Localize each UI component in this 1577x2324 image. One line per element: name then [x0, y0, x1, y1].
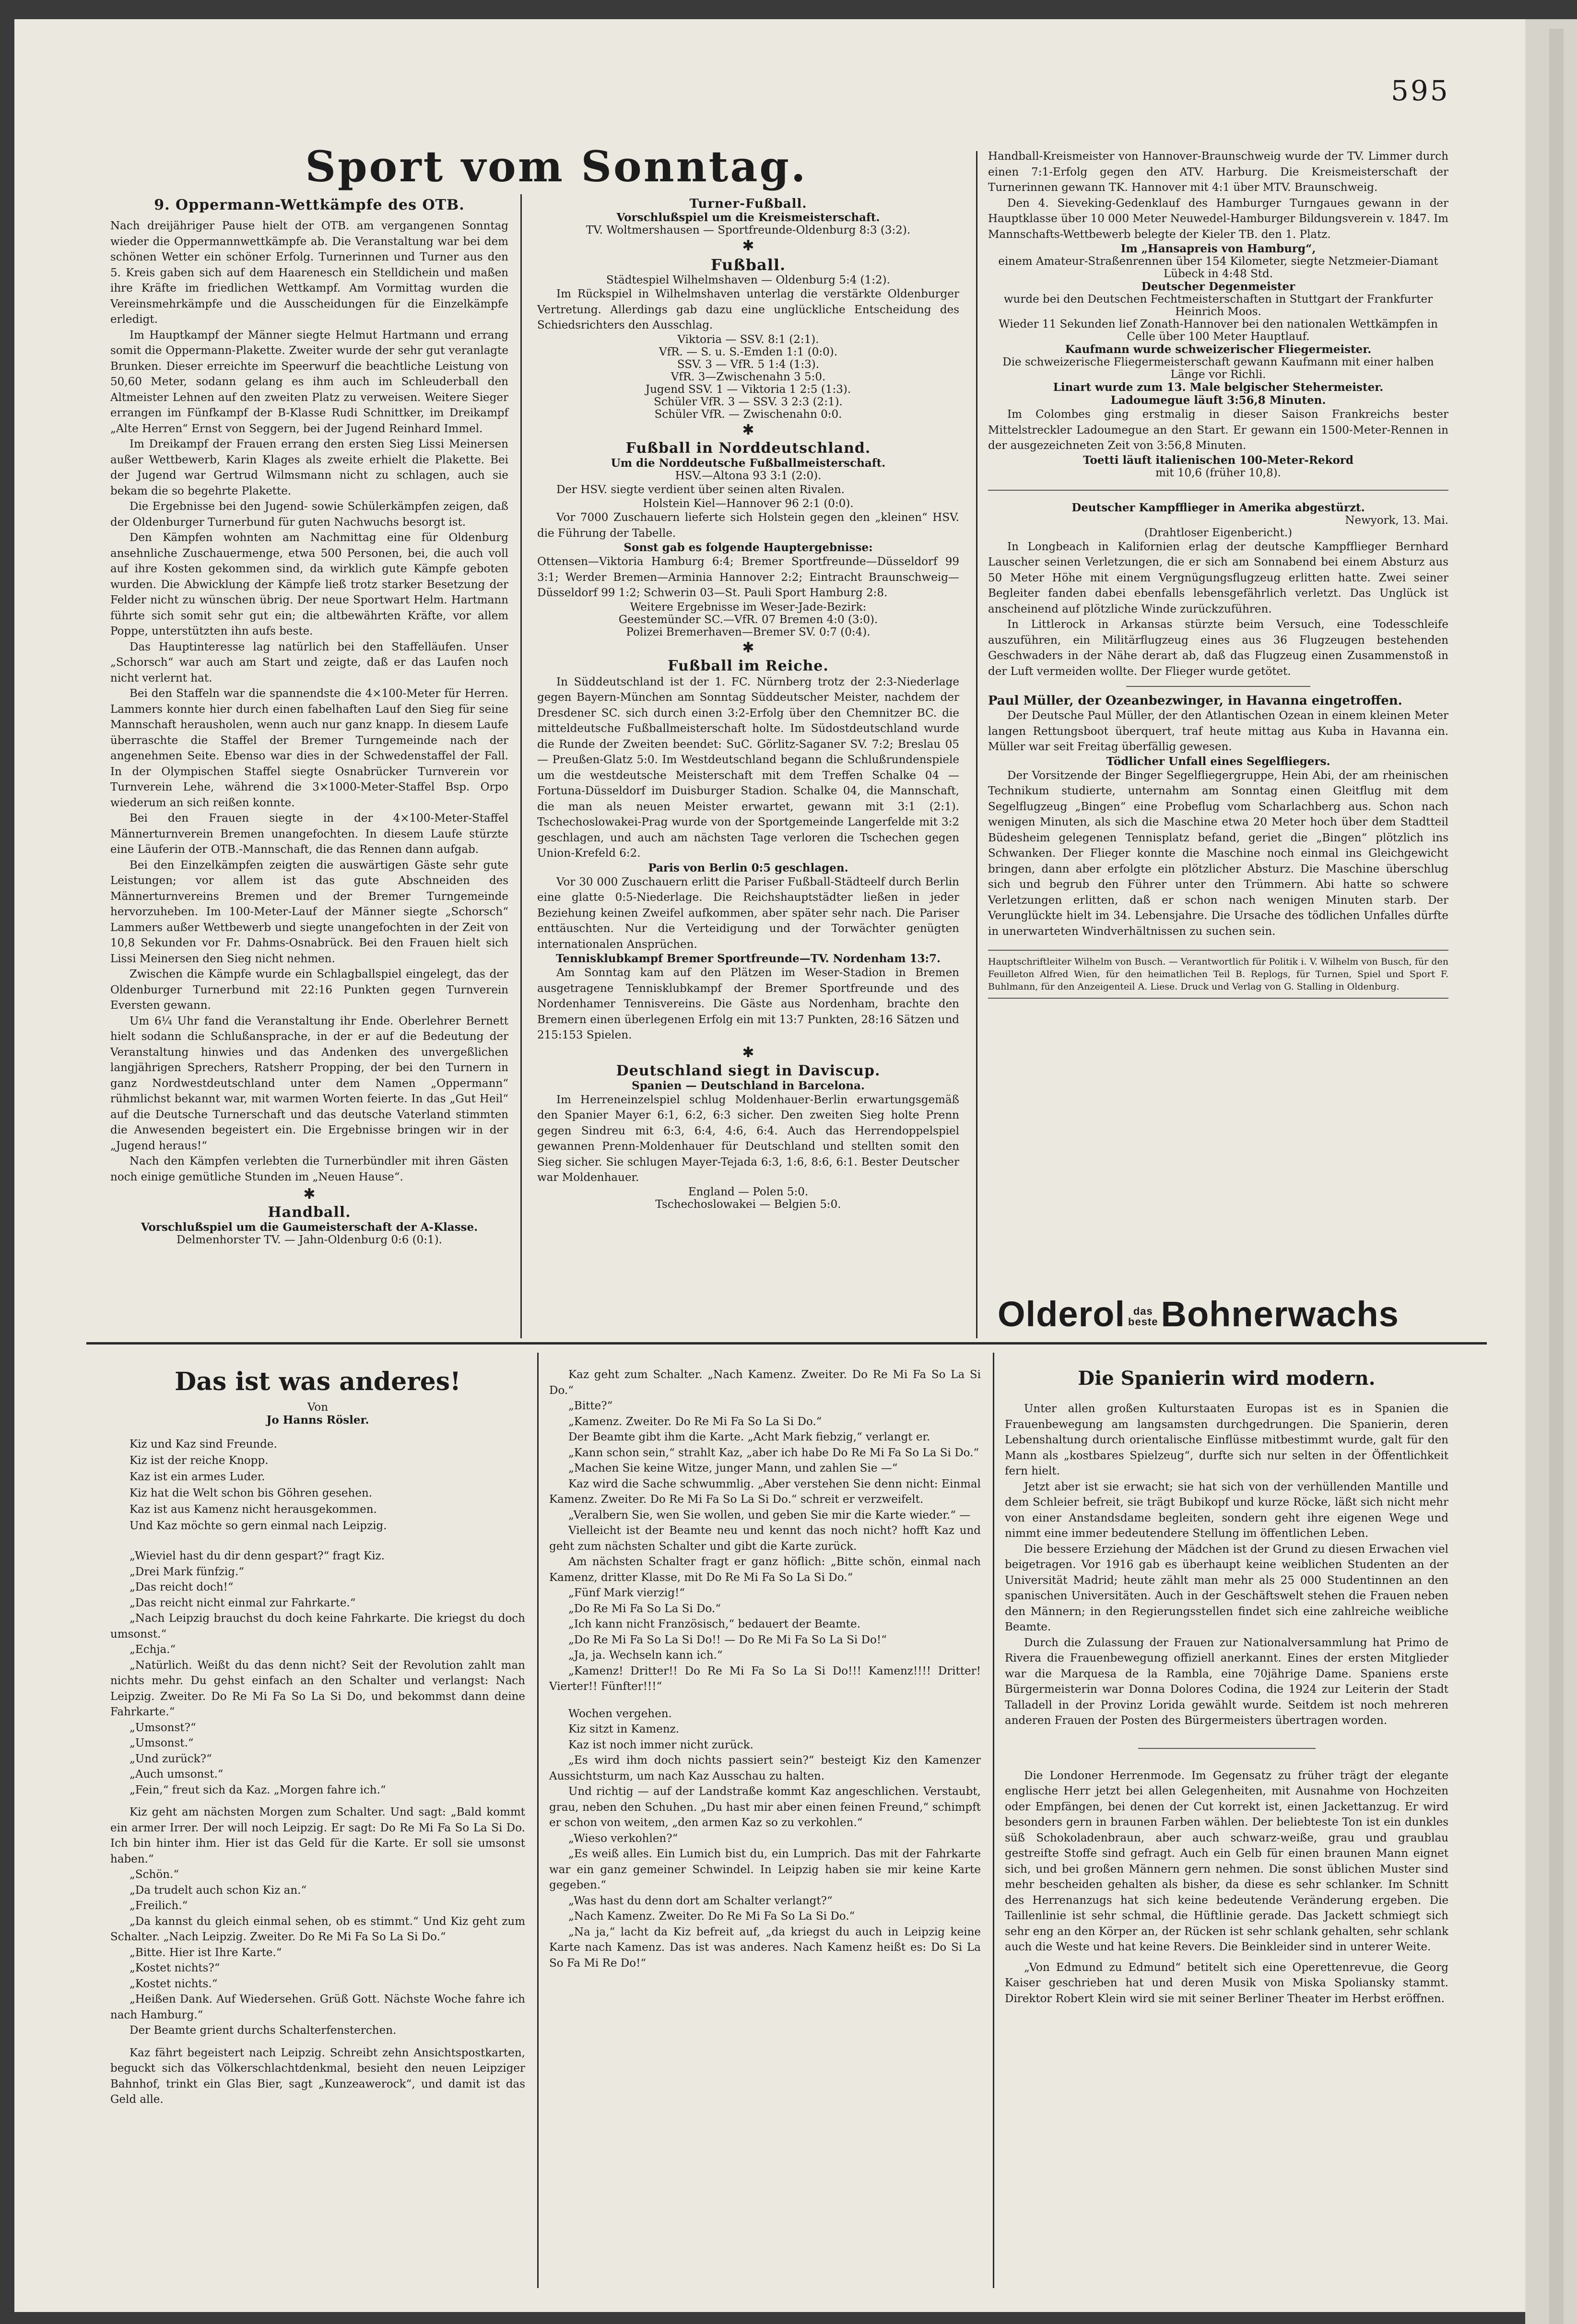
result-turner: TV. Woltmershausen — Sportfreunde-Oldenburg 8:3 (3:2).: [586, 224, 911, 236]
weser-heading: Weitere Ergebnisse im Weser-Jade-Bezirk:: [630, 601, 867, 613]
paragraph: „Da kannst du gleich einmal sehen, ob es stimmt.“ Und Kiz geht zum Schalter. „Nach Leipzig. Zweiter. Do Re Mi Fa So La Si Do.“: [110, 1915, 525, 1943]
paragraph: „Bitte?“: [568, 1400, 613, 1412]
paragraph: Ottensen—Viktoria Hamburg 6:4; Bremer Sportfreunde—Düsseldorf 99 3:1; Werder Bremen—Arminia Hannover 2:2; Eintracht Braunschweig—Düsseldorf 99 1:2; Schwerin 03—St. Pauli Sport Hamburg 2:8.: [537, 555, 959, 599]
paragraph: „Na ja,“ lacht da Kiz befreit auf, „da kriegst du auch in Leipzig keine Karte nach Kamenz. Das ist was anderes. Nach Kamenz heißt es: Do Si La So Fa Mi Re Do!“: [549, 1925, 981, 1970]
paragraph: „Ja, ja. Wechseln kann ich.“: [568, 1649, 723, 1662]
source: (Drahtloser Eigenbericht.): [1144, 526, 1293, 539]
heading-handball: Handball.: [268, 1204, 351, 1221]
result: SSV. 3 — VfR. 5 1:4 (1:3).: [677, 358, 820, 371]
section-divider: [86, 1342, 1487, 1345]
paragraph: Im Dreikampf der Frauen errang den ersten Sieg Lissi Meinersen außer Wettbewerb, Karin Klages als zweite erhielt die Plakette. Bei der Jugend war Gertrud Wilmsmann nicht zu schlagen, auch sie bekam die so begehrte Plakette.: [110, 438, 508, 497]
paragraph: „Do Re Mi Fa So La Si Do.“: [568, 1602, 721, 1615]
paragraph: Das Hauptinteresse lag natürlich bei den Staffelläufen. Unser „Schorsch“ war auch am Start und zeigte, daß er das Laufen noch nicht verlernt hat.: [110, 640, 508, 684]
paragraph: Und richtig — auf der Landstraße kommt Kaz angeschlichen. Verstaubt, grau, neben den Schuhen. „Du hast mir aber einen feinen Freund,“ schimpft er schon von weitem, „den armen Kaz so zu verkohlen.“: [549, 1785, 981, 1829]
paragraph: Im Rückspiel in Wilhelmshaven unterlag die verstärkte Oldenburger Vertretung. Allerdings gab dazu eine unglückliche Entscheidung des Schiedsrichters den Ausschlag.: [537, 288, 959, 331]
heading-paris: Paris von Berlin 0:5 geschlagen.: [648, 861, 848, 874]
paragraph: „Schön.“: [129, 1868, 179, 1881]
ad-product: Bohnerwachs: [1161, 1294, 1399, 1334]
ad-tagline-bottom: beste: [1128, 1316, 1158, 1328]
heading-daviscup: Deutschland siegt in Daviscup.: [616, 1062, 881, 1079]
heading-reich: Fußball im Reiche.: [668, 657, 829, 674]
star-divider-icon: ✱: [742, 1044, 754, 1061]
paragraph: Wieder 11 Sekunden lief Zonath-Hannover bei den nationalen Wettkämpfen in Celle über 100 Meter Hauptlauf.: [999, 318, 1438, 343]
paragraph: Nach den Kämpfen verlebten die Turnerbündler mit ihren Gästen noch einige gemütliche Stunden im „Neuen Hause“.: [110, 1155, 508, 1183]
subheading-handball: Vorschlußspiel um die Gaumeisterschaft der A-Klasse.: [141, 1221, 478, 1234]
result: Schüler VfR. — Zwischenahn 0:0.: [654, 408, 842, 421]
ad-tagline: [1128, 1306, 1158, 1327]
star-divider-icon: ✱: [303, 1186, 316, 1203]
paragraph: Die schweizerische Fliegermeisterschaft gewann Kaufmann mit einer halben Länge vor Richli.: [1002, 356, 1434, 381]
result: Schüler VfR. 3 — SSV. 3 2:3 (2:1).: [654, 395, 843, 408]
paragraph: „Kamenz! Dritter!! Do Re Mi Fa So La Si Do!!! Kamenz!!!! Dritter! Vierter!! Fünfter!!!“: [549, 1664, 981, 1693]
heading-segelflieger: Tödlicher Unfall eines Segelfliegers.: [1106, 755, 1330, 768]
paragraph: Vor 7000 Zuschauern lieferte sich Holstein gegen den „kleinen“ HSV. die Führung der Tabelle.: [537, 511, 959, 540]
paragraph: Bei den Frauen siegte in der 4×100-Meter-Staffel Männerturnverein Bremen unangefochten. In diesem Laufe stürzte eine Läuferin der OTB.-Mannschaft, die das Rennen dann aufgab.: [110, 812, 508, 856]
result: Jugend SSV. 1 — Viktoria 1 2:5 (1:3).: [645, 383, 851, 396]
short-rule: [1126, 686, 1310, 687]
paragraph: Kaz ist noch immer nicht zurück.: [568, 1738, 753, 1751]
heading-norddeutschland: Fußball in Norddeutschland.: [625, 439, 871, 457]
result-handball: Delmenhorster TV. — Jahn-Oldenburg 0:6 (0:1).: [177, 1234, 442, 1246]
paragraph: Den 4. Sieveking-Gedenklauf des Hamburger Turngaues gewann in der Hauptklasse über 10 000 Meter Neuwedel-Hamburger Bildungsverein v. 1847. Im Mannschafts-Wettbewerb belegte der Kieler TB. den 1. Platz.: [988, 197, 1448, 241]
paragraph: Am nächsten Schalter fragt er ganz höflich: „Bitte schön, einmal nach Kamenz, dritter Klasse, mit Do Re Mi Fa So La Si Do.“: [549, 1556, 981, 1584]
masthead: Sport vom Sonntag.: [305, 142, 808, 191]
paragraph: Der HSV. siegte verdient über seinen alten Rivalen.: [556, 483, 845, 496]
paragraph: Bei den Staffeln war die spannendste die 4×100-Meter für Herren. Lammers konnte hier durch einen fabelhaften Lauf den Sieg für seine Mannschaft herausholen, wenn auch nur ganz knapp. In diesem Laufe überraschte die Staffel der Bremer Turngemeinde nach der angenehmen Seite. Ebenso war dies in der Schwedenstaffel der Fall. In der Olympischen Staffel siegte Osnabrücker Turnverein vor Turnverein Lehe, während die 3×1000-Meter-Staffel Bsp. Orpo wiederum an sich reißen konnte.: [110, 687, 508, 809]
subheading-norddeutschland: Um die Norddeutsche Fußballmeisterschaft.: [611, 456, 886, 470]
paragraph: Kiz sitzt in Kamenz.: [568, 1723, 680, 1735]
paragraph: wurde bei den Deutschen Fechtmeisterschaften in Stuttgart der Frankfurter Heinrich Moos.: [1003, 293, 1433, 318]
subheading-fussball: Städtespiel Wilhelmshaven — Oldenburg 5:4 (1:2).: [606, 274, 890, 286]
story-das-ist-was-anderes: [110, 1367, 525, 2108]
paragraph: „Freilich.“: [129, 1899, 188, 1912]
rule: [988, 490, 1448, 491]
paragraph: Im Hauptkampf der Männer siegte Helmut Hartmann und errang somit die Oppermann-Plakette. Zweiter wurde der sehr gut veranlagte Brunken. Dieser erreichte im Speerwurf die beachtliche Leistung von 50,60 Meter, sodann gelang es ihm auch im Schleuderball den Altmeister Lehnen auf den zweiten Platz zu verweisen. Weitere Sieger errangen im Fünfkampf der B-Klasse Rudi Schnittker, im Dreikampf „Alte Herren“ Ernst von Seggern, bei der Jugend Reinhard Immel.: [110, 329, 508, 435]
paragraph: „Do Re Mi Fa So La Si Do!! — Do Re Mi Fa So La Si Do!“: [568, 1633, 887, 1646]
paragraph: „Wieviel hast du dir denn gespart?“ fragt Kiz.: [129, 1550, 385, 1562]
page-edge-shadow: [1549, 29, 1564, 2324]
paragraph: Unter allen großen Kulturstaaten Europas ist es in Spanien die Frauenbewegung am langsamsten durchgedrungen. Die Spanierin, deren Lebenshaltung durch orientalische Einflüsse mitbestimmt wurde, galt für den Mann als „kostbares Spielzeug“, durfte sich nur selten in der Öffentlichkeit fern hielt.: [1005, 1403, 1448, 1477]
paragraph: „Fein,“ freut sich da Kaz. „Morgen fahre ich.“: [129, 1783, 386, 1796]
paragraph: Im Herreneinzelspiel schlug Moldenhauer-Berlin erwartungsgemäß den Spanier Mayer 6:1, 6:2, 6:3 sicher. Den zweiten Sieg holte Prenn gegen Sindreu mit 6:3, 6:4, 4:6, 6:4. Auch das Herrendoppelspiel gewannen Prenn-Moldenhauer für Deutschland und stellten somit den Sieg sicher. Sie schlugen Mayer-Tejada 6:3, 1:6, 8:6, 6:1. Bester Deutscher war Moldenhauer.: [537, 1093, 959, 1184]
paragraph: Vielleicht ist der Beamte neu und kennt das noch nicht? hofft Kaz und geht zum nächsten Schalter und gibt die Karte zurück.: [549, 1524, 981, 1553]
paragraph: „Nach Leipzig brauchst du doch keine Fahrkarte. Die kriegst du doch umsonst.“: [110, 1612, 525, 1640]
heading-linart: Linart wurde zum 13. Male belgischer Stehermeister.: [1053, 381, 1384, 394]
heading-hansapreis: Im „Hansapreis von Hamburg“,: [1120, 242, 1316, 255]
story-rule-left: [537, 1353, 539, 2288]
heading-ladoumegue: Ladoumegue läuft 3:56,8 Minuten.: [1110, 394, 1326, 407]
paragraph: Der Beamte gibt ihm die Karte. „Acht Mark fiebzig,“ verlangt er.: [568, 1431, 930, 1443]
heading-degenmeister: Deutscher Degenmeister: [1141, 280, 1295, 293]
paragraph: „Bitte. Hier ist Ihre Karte.“: [129, 1946, 282, 1959]
paragraph: „Was hast du denn dort am Schalter verlangt?“: [568, 1894, 833, 1907]
verse-line: Und Kaz möchte so gern einmal nach Leipzig.: [129, 1520, 387, 1532]
paragraph: „Echja.“: [129, 1643, 176, 1656]
paragraph: „Und zurück?“: [129, 1752, 212, 1765]
advertisement-olderol: [998, 1293, 1399, 1336]
byline-prefix: Von: [307, 1401, 329, 1414]
paragraph: „Kamenz. Zweiter. Do Re Mi Fa So La Si Do.“: [568, 1415, 822, 1428]
paragraph: Kaz geht zum Schalter. „Nach Kamenz. Zweiter. Do Re Mi Fa So La Si Do.“: [549, 1368, 981, 1397]
imprint: Hauptschriftleiter Wilhelm von Busch. — Verantwortlich für Politik i. V. Wilhelm von Busch, für den Feuilleton Alfred Wien, für den heimatlichen Teil B. Replogs, für Turnen, Spiel und Sport F. Buhlmann, für den Anzeigenteil A. Liese. Druck und Verlag von G. Stalling in Oldenburg.: [988, 956, 1448, 992]
ad-brand: Olderol: [998, 1294, 1126, 1334]
paragraph: Die Ergebnisse bei den Jugend- sowie Schülerkämpfen zeigen, daß der Oldenburger Turnerbund für guten Nachwuchs besorgt ist.: [110, 500, 508, 529]
subheading-toetti: mit 10,6 (früher 10,8).: [1155, 466, 1281, 479]
result: Polizei Bremerhaven—Bremer SV. 0:7 (0:4).: [626, 625, 871, 638]
verse-line: Kiz hat die Welt schon bis Göhren gesehen.: [129, 1487, 373, 1499]
paragraph: In Longbeach in Kalifornien erlag der deutsche Kampfflieger Bernhard Lauscher seinen Verletzungen, die er sich am Sonnabend bei einem Absturz aus 50 Meter Höhe mit einem Vergnügungsflugzeug erlitten hatte. Zwei seiner Begleiter fanden dabei ebenfalls lebensgefährlich verletzt. Das Unglück ist anscheinend auf plötzliche Winde zurückzuführen.: [988, 540, 1448, 615]
result: VfR. 3—Zwischenahn 3 5:0.: [671, 370, 826, 383]
paragraph: „Ich kann nicht Französisch,“ bedauert der Beamte.: [568, 1618, 861, 1630]
paragraph: „Nach Kamenz. Zweiter. Do Re Mi Fa So La Si Do.“: [568, 1910, 855, 1923]
result: England — Polen 5:0.: [688, 1185, 809, 1198]
paragraph: Vor 30 000 Zuschauern erlitt die Pariser Fußball-Städteelf durch Berlin eine glatte 0:5-Niederlage. Die Reichshauptstädter ließen in jeder Beziehung keinen Zweifel aufkommen, aber später sehr nach. Die Pariser enttäuschten. Nur die Verteidigung und der Torwächter genügten internationalen Ansprüchen.: [537, 875, 959, 951]
paragraph: „Da trudelt auch schon Kiz an.“: [129, 1884, 307, 1897]
result: Tschechoslowakei — Belgien 5:0.: [655, 1198, 841, 1211]
paragraph: „Wieso verkohlen?“: [568, 1832, 678, 1845]
paragraph: „Kann schon sein,“ strahlt Kaz, „aber ich habe Do Re Mi Fa So La Si Do.“: [568, 1446, 979, 1459]
paragraph: Der Beamte grient durchs Schalterfensterchen.: [129, 2024, 397, 2037]
dateline: Newyork, 13. Mai.: [1345, 514, 1448, 527]
paragraph: Der Vorsitzende der Binger Segelfliegergruppe, Hein Abi, der am rheinischen Technikum studierte, unternahm am Sonntag einen Gleitflug mit dem Segelflugzeug „Bingen“ eine Probeflug vom Scharlachberg aus. Schon nach wenigen Minuten, als sich die Maschine etwa 20 Meter hoch über dem Stadtteil Büdesheim gelegenen Tennisplatz befand, geriet die „Bingen“ plötzlich ins Schwanken. Der Flieger konnte die Maschine noch einmal ins Gleichgewicht bringen, dann aber erfolgte ein plötzlicher Absturz. Die Maschine überschlug sich und begrub den Führer unter den Trümmern. Abi hatte so schwere Verletzungen erlitten, daß er schon nach wenigen Minuten starb. Der Verunglückte hielt im 34. Lebensjahre. Die Ursache des tödlichen Unfalles dürfte in unerwarteten Windverhältnissen zu suchen sein.: [988, 769, 1448, 938]
verse-line: Kiz und Kaz sind Freunde.: [129, 1438, 277, 1451]
paragraph: „Das reicht doch!“: [129, 1581, 234, 1593]
paragraph: Kiz geht am nächsten Morgen zum Schalter. Und sagt: „Bald kommt ein armer Irrer. Der will noch Leipzig. Er sagt: Do Re Mi Fa So La Si Do. Ich bin hinter ihm. Hier ist das Geld für die Karte. Er soll sie umsonst haben.“: [110, 1806, 525, 1865]
paragraph: Nach dreijähriger Pause hielt der OTB. am vergangenen Sonntag wieder die Oppermannwettkämpfe ab. Die Veranstaltung war bei dem schönen Wetter ein schöner Erfolg. Turnerinnen und Turner aus den 5. Kreis gaben sich auf dem Haarenesch ein Stelldichein und maßen ihre Kräfte im friedlichen Wettkampf. Am Vormittag wurden die Vereinsmehrkämpfe und die Ausscheidungen für die Einzelkämpfe erledigt.: [110, 220, 508, 326]
paragraph: Kaz fährt begeistert nach Leipzig. Schreibt zehn Ansichtspostkarten, beguckt sich das Völkerschlachtdenkmal, besieht den neuen Leipziger Bahnhof, trinkt ein Glas Bier, sagt „Kunzeawerock“, und damit ist das Geld alle.: [110, 2046, 525, 2106]
story-rule-right: [993, 1353, 994, 2288]
paragraph: „Auch umsonst.“: [129, 1768, 224, 1781]
paragraph: Im Colombes ging erstmalig in dieser Saison Frankreichs bester Mittelstreckler Ladoumegue an den Start. Er gewann ein 1500-Meter-Rennen in der ausgezeichneten Zeit von 3:56,8 Minuten.: [988, 408, 1448, 452]
heading-mueller: Paul Müller, der Ozeanbezwinger, in Havanna eingetroffen.: [988, 694, 1402, 708]
heading-tennis: Tennisklubkampf Bremer Sportfreunde—TV. Nordenham 13:7.: [555, 952, 941, 965]
paragraph: Zwischen die Kämpfe wurde ein Schlagballspiel eingelegt, das der Oldenburger Turnerbund mit 22:16 Punkten gegen Turnverein Eversten gewann.: [110, 968, 508, 1012]
newspaper-page: [14, 19, 1525, 2312]
paragraph: Kaz wird die Sache schwummlig. „Aber verstehen Sie denn nicht: Einmal Kamenz. Zweiter. Do Re Mi Fa So La Si Do.“ schreit er verzweifelt.: [549, 1477, 981, 1506]
paragraph: Bei den Einzelkämpfen zeigten die auswärtigen Gäste sehr gute Leistungen; vor allem ist das gute Abschneiden des Männerturnvereins Bremen und der Bremer Turngemeinde hervorzuheben. Im 100-Meter-Lauf der Männer siegte „Schorsch“ Lammers außer Wettbewerb und siegte unangefochten in der Zeit von 10,8 Sekunden vor Fr. Dahms-Osnabrück. Bei den Frauen hielt sich Lissi Meinersen den Sieg nicht nehmen.: [110, 859, 508, 965]
paragraph: Um 6¼ Uhr fand die Veranstaltung ihr Ende. Oberlehrer Bernett hielt sodann die Schlußansprache, in der er auf die Bedeutung der Veranstaltung hinwies und das Andenken des unvergeßlichen langjährigen Sprechers, Ratsherr Propping, der bei den Turnern in ganz Nordwestdeutschland unter dem Namen „Oppermann“ rühmlichst bekannt war, mit warmen Worten feierte. In das „Gut Heil“ auf die Deutsche Turnerschaft und das deutsche Vaterland stimmten die Anwesenden begeistert ein. Die Ergebnisse bringen wir in der „Jugend heraus!“: [110, 1015, 508, 1152]
story-continuation: [549, 1367, 981, 1971]
story-spanierin: [1005, 1367, 1448, 2006]
paragraph: „Von Edmund zu Edmund“ betitelt sich eine Operettenrevue, die Georg Kaiser geschrieben hat und deren Musik von Miska Spoliansky stammt. Direktor Robert Klein wird sie mit seiner Berliner Theater im Herbst eröffnen.: [1005, 1961, 1448, 2005]
column-2: [537, 197, 959, 1211]
result: Viktoria — SSV. 8:1 (2:1).: [677, 333, 819, 346]
verse-line: Kaz ist ein armes Luder.: [129, 1471, 265, 1483]
paragraph: „Natürlich. Weißt du das denn nicht? Seit der Revolution zahlt man nichts mehr. Du gehst einfach an den Schalter und verlangst: Nach Leipzig. Zweiter. Do Re Mi Fa So La Si Do, und bekommst dann deine Fahrkarte.“: [110, 1659, 525, 1718]
paragraph: „Umsonst?“: [129, 1721, 196, 1734]
paragraph: In Süddeutschland ist der 1. FC. Nürnberg trotz der 2:3-Niederlage gegen Bayern-München am Sonntag Süddeutscher Meister, nachdem der Dresdener SC. sich durch einen 3:2-Erfolg über den Chemnitzer BC. die mitteldeutsche Fußballmeisterschaft holte. Im Südostdeutschland wurde die Runde der Zweiten beendet: SuC. Görlitz-Saganer SV. 7:2; Breslau 05 — Preußen-Glatz 5:0. Im Westdeutschland begann die Schlußrundenspiele um die westdeutsche Meisterschaft mit dem Treffen Schalke 04 — Fortuna-Düsseldorf im Duisburger Stadion. Schalke 04, die Mannschaft, die man als neuen Meister erwartet, gewann mit 3:1 (2:1). Tschechoslowakei-Prag wurde von der Sportgemeinde Langerfelde mit 3:2 geschlagen, und auch am nächsten Tage verloren die Tschechen gegen Union-Krefeld 6:2.: [537, 675, 959, 860]
story-title: Die Spanierin wird modern.: [1078, 1367, 1376, 1390]
heading-turner: Turner-Fußball.: [689, 197, 807, 211]
paragraph: Wochen vergehen.: [568, 1707, 672, 1720]
verse-line: Kaz ist aus Kamenz nicht herausgekommen.: [129, 1503, 377, 1516]
paragraph: Die Londoner Herrenmode. Im Gegensatz zu früher trägt der elegante englische Herr jetzt bei allen Gelegenheiten, mit Ausnahme von Hochzeiten oder Empfängen, bei denen der Cut korrekt ist, einen Jackettanzug. Er wird besonders gern in braunen Farben wählen. Der beliebteste Ton ist ein dunkles süß Schokoladenbraun, aber auch schwarz-weiße, grau und graublau gestreifte Stoffe sind gefragt. Auch ein Gelb für einen braunen Mann eignet sich, und bei großen Männern gern nehmen. Die sonst üblichen Muster sind mehr bescheiden gehalten als bisher, da diese es sehr schlanker. Im Schnitt des Herrenanzugs hat sich keine bedeutende Veränderung ergeben. Die Taillenlinie ist sehr schmal, die Hüftlinie gerade. Das Jackett schmiegt sich sehr eng an den Körper an, der Rücken ist sehr schlank gehalten, sehr schlank auch die Weste und hat keine Revers. Die Beinkleider sind in unterer Weite.: [1005, 1769, 1448, 1953]
ad-tagline-top: das: [1133, 1305, 1153, 1318]
heading-kaufmann: Kaufmann wurde schweizerischer Fliegermeister.: [1065, 343, 1372, 356]
paragraph: Handball-Kreismeister von Hannover-Braunschweig wurde der TV. Limmer durch einen 7:1-Erfolg gegen den ATV. Harburg. Die Kreismeisterschaft der Turnerinnen gewann TK. Hannover mit 4:1 über MTV. Braunschweig.: [988, 150, 1448, 194]
paragraph: In Littlerock in Arkansas stürzte beim Versuch, eine Todesschleife auszuführen, ein Militärflugzeug eines aus 36 Flugzeugen bestehenden Geschwaders in der Nähe derart ab, daß das Flugzeug einen Zusammenstoß in der Luft vermeiden wollte. Der Flieger wurde getötet.: [988, 618, 1448, 678]
star-divider-icon: ✱: [742, 421, 754, 438]
paragraph: „Es wird ihm doch nichts passiert sein?“ besteigt Kiz den Kamenzer Aussichtsturm, um nach Kaz Ausschau zu halten.: [549, 1754, 981, 1782]
column-3: [988, 149, 1448, 1003]
short-rule: [1138, 1748, 1316, 1749]
paragraph: „Es weiß alles. Ein Lumich bist du, ein Lumprich. Das mit der Fahrkarte war ein ganz gemeiner Schwindel. In Leipzig haben sie mir keine Karte gegeben.“: [549, 1848, 981, 1891]
heading-fussball: Fußball.: [710, 256, 786, 274]
paragraph: „Drei Mark fünfzig.“: [129, 1565, 245, 1578]
paragraph: Den Kämpfen wohnten am Nachmittag eine für Oldenburg ansehnliche Zuschauermenge, etwa 500 Personen, bei, die auch voll auf ihre Kosten gekommen sind, da wirklich gute Kämpfe geboten wurden. Die Abwicklung der Kämpfe ließ trotz starker Besetzung der Felder nicht zu wünschen übrig. Der neue Sportwart Helm. Hartmann führte sich somit sehr gut ein; die altbewährten Kräfte, vor allem Poppe, unterstützten ihn aufs beste.: [110, 531, 508, 637]
subheading-daviscup: Spanien — Deutschland in Barcelona.: [632, 1079, 865, 1092]
column-rule-left: [520, 194, 522, 1338]
story-title: Das ist was anderes!: [175, 1367, 461, 1396]
subheading-turner: Vorschlußspiel um die Kreismeisterschaft.: [616, 211, 880, 224]
paragraph: Die bessere Erziehung der Mädchen ist der Grund zu diesen Erwachen viel beigetragen. Vor 1916 gab es überhaupt keine weiblichen Studenten an der Universität Madrid; heute zählt man mehr als 25 000 Studentinnen an den spanischen Universitäten. Auch in der Geschäftswelt stehen die Frauen neben den Männern; in den Regierungsstellen findet sich eine zahlreiche weibliche Beamte.: [1005, 1543, 1448, 1633]
paragraph: „Fünf Mark vierzig!“: [568, 1587, 685, 1599]
paragraph: „Machen Sie keine Witze, junger Mann, und zahlen Sie —“: [568, 1462, 898, 1475]
paragraph: „Das reicht nicht einmal zur Fahrkarte.“: [129, 1596, 356, 1609]
column-rule-right: [976, 151, 977, 1338]
paragraph: „Veralbern Sie, wen Sie wollen, und geben Sie mir die Karte wieder.“ —: [568, 1509, 971, 1522]
paragraph: „Umsonst.“: [129, 1737, 194, 1749]
paragraph: Am Sonntag kam auf den Plätzen im Weser-Stadion in Bremen ausgetragene Tennisklubkampf der Bremer Sportfreunde und des Nordenhamer Tennisvereins. Die Gäste aus Nordenham, brachte den Bremern einen überlegenen Erfolg ein mit 13:7 Punkten, 28:16 Sätzen und 215:153 Spielen.: [537, 967, 959, 1041]
results-heading: Sonst gab es folgende Hauptergebnisse:: [624, 541, 873, 554]
star-divider-icon: ✱: [742, 639, 754, 656]
paragraph: Der Deutsche Paul Müller, der den Atlantischen Ozean in einem kleinen Meter langen Rettungsboot überquert, traf heute mittag aus Kuba in Havanna ein. Müller war seit Freitag überfällig gewesen.: [988, 709, 1448, 753]
byline-author: Jo Hanns Rösler.: [266, 1414, 369, 1427]
heading-toetti: Toetti läuft italienischen 100-Meter-Rekord: [1083, 453, 1353, 467]
result: VfR. — S. u. S.-Emden 1:1 (0:0).: [659, 345, 838, 358]
paragraph: „Kostet nichts.“: [129, 1977, 218, 1990]
verse-line: Kiz ist der reiche Knopp.: [129, 1454, 269, 1467]
rule: [988, 950, 1448, 951]
headline-oppermann: 9. Oppermann-Wettkämpfe des OTB.: [154, 197, 465, 213]
paragraph: einem Amateur-Straßenrennen über 154 Kilometer, siegte Netzmeier-Diamant Lübeck in 4:48 Std.: [998, 255, 1438, 280]
heading-kampfflieger: Deutscher Kampfflieger in Amerika abgestürzt.: [1071, 501, 1365, 514]
page-number: 595: [1391, 74, 1450, 107]
rule: [988, 998, 1448, 999]
paragraph: Jetzt aber ist sie erwacht; sie hat sich von der verhüllenden Mantille und dem Schleier befreit, sie trägt Bubikopf und kurze Röcke, läßt sich nicht mehr von einer Anstandsdame begleiten, sondern geht ihre eigenen Wege und nimmt eine immer bedeutendere Stellung im öffentlichen Leben.: [1005, 1480, 1448, 1540]
match: HSV.—Altona 93 3:1 (2:0).: [675, 469, 822, 482]
column-1: [110, 197, 508, 1246]
paragraph: Durch die Zulassung der Frauen zur Nationalversammlung hat Primo de Rivera die Frauenbewegung offiziell anerkannt. Eines der ersten Mitglieder war die Marquesa de la Rambla, eine 70jährige Dame. Spaniens erste Bürgermeisterin war Donna Dolores Codina, die 1924 zur Leiterin der Stadt Talladell in der Provinz Lorida gewählt wurde. Seitdem ist noch mehreren anderen Frauen der Posten des Bürgermeisters übertragen worden.: [1005, 1636, 1448, 1727]
result: Geestemünder SC.—VfR. 07 Bremen 4:0 (3:0).: [618, 613, 878, 626]
match: Holstein Kiel—Hannover 96 2:1 (0:0).: [643, 497, 854, 510]
star-divider-icon: ✱: [742, 237, 754, 254]
paragraph: „Kostet nichts?“: [129, 1962, 220, 1974]
paragraph: „Heißen Dank. Auf Wiedersehen. Grüß Gott. Nächste Woche fahre ich nach Hamburg.“: [110, 1993, 525, 2021]
